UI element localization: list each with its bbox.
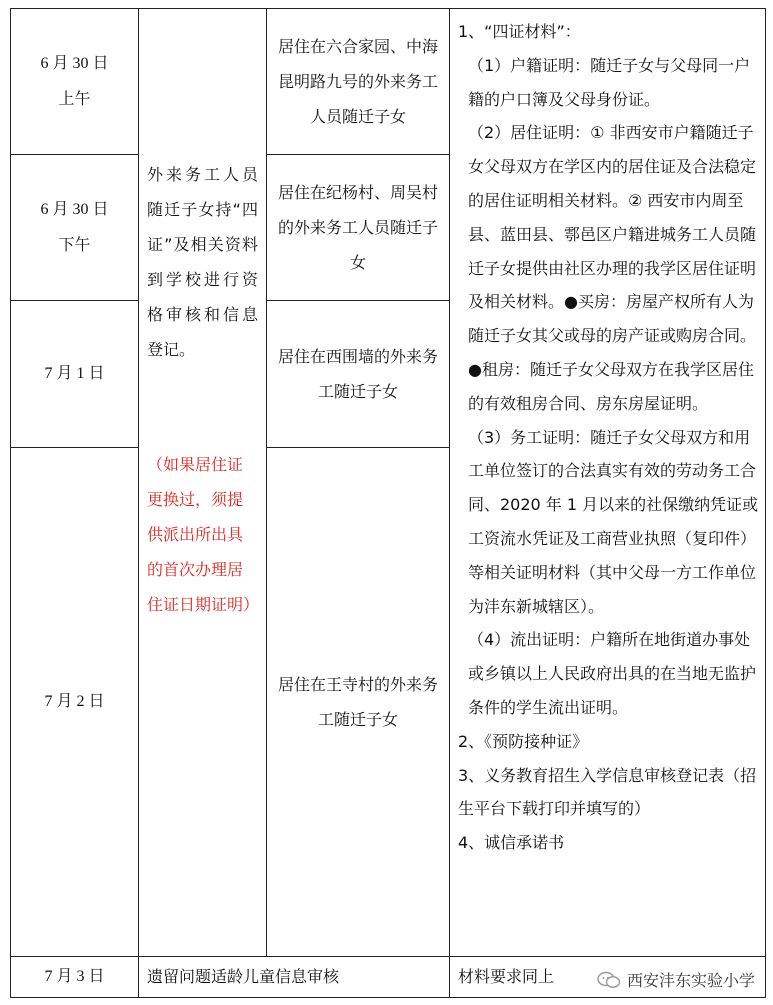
group-text: 居住在六合家园、中海昆明路九号的外来务工人员随迁子女 — [277, 37, 438, 127]
material-item: （4）流出证明：户籍所在地街道办事处或乡镇以上人民政府出具的在当地无监护条件的学生流出证明。 — [468, 630, 757, 717]
group-cell — [267, 155, 450, 301]
group-text: 居住在纪杨村、周吴村的外来务工人员随迁子女 — [277, 183, 438, 273]
procedure-text: 遗留问题适龄儿童信息审核 — [147, 966, 340, 986]
date-text: 7 月 1 日 — [44, 365, 105, 383]
table-row — [11, 9, 766, 155]
wechat-icon — [597, 971, 621, 989]
materials-cell — [450, 9, 766, 957]
date-text: 6 月 30 日 — [40, 200, 109, 218]
date-cell — [11, 155, 139, 301]
material-item: 3、义务教育招生入学信息审核登记表（招生平台下载打印并填写的） — [458, 765, 757, 819]
procedure-note: （如果居住证更换过，须提供派出所出具的首次办理居住证日期证明） — [147, 455, 260, 614]
materials-list — [458, 15, 759, 860]
procedure-cell — [139, 956, 450, 997]
enrollment-schedule-table — [10, 8, 766, 998]
procedure-cell — [139, 9, 267, 957]
group-text: 居住在西围墙的外来务工随迁子女 — [277, 347, 438, 402]
group-cell — [267, 301, 450, 448]
material-item: （2）居住证明：① 非西安市户籍随迁子女父母双方在学区内的居住证及合法稳定的居住证明相关材料。② 西安市内周至县、蓝田县、鄠邑区户籍进城务工人员随迁子女提供由社区办理的我学区居住证明及相关材料。●买房：房屋产权所有人为随迁子女其父或母的房产证或购房合同。●租房：随迁子女父母双方在我学区居住的有效租房合同、房东房屋证明。 — [468, 123, 757, 413]
materials-text: 材料要求同上 — [458, 966, 555, 986]
group-cell — [267, 9, 450, 155]
date-cell — [11, 301, 139, 448]
material-item: （1）户籍证明：随迁子女与父母同一户籍的户口簿及父母身份证。 — [468, 55, 751, 109]
material-item: 1、“四证材料”： — [458, 22, 581, 41]
date-period: 下午 — [58, 236, 91, 254]
date-cell — [11, 9, 139, 155]
procedure-text: 外来务工人员随迁子女持“四证”及相关资料到学校进行资格审核和信息登记。 — [147, 165, 258, 359]
date-text: 7 月 2 日 — [44, 693, 105, 711]
material-item: 4、诚信承诺书 — [458, 833, 565, 853]
date-text: 6 月 30 日 — [40, 54, 109, 72]
wechat-watermark — [595, 968, 757, 991]
watermark-text: 西安沣东实验小学 — [626, 971, 755, 990]
material-item: 2、《预防接种证》 — [458, 731, 589, 751]
group-cell — [267, 448, 450, 957]
date-cell — [11, 956, 139, 997]
date-text: 7 月 3 日 — [44, 967, 105, 985]
date-cell — [11, 448, 139, 957]
group-text: 居住在王寺村的外来务工随迁子女 — [277, 675, 438, 730]
date-period: 上午 — [58, 90, 91, 108]
material-item: （3）务工证明：随迁子女父母双方和用工单位签订的合法真实有效的劳动务工合同、2020 年 1 月以来的社保缴纳凭证或工资流水凭证及工商营业执照（复印件）等相关证明材料（其中父母一方工作单位为沣东新城辖区）。 — [468, 427, 759, 616]
